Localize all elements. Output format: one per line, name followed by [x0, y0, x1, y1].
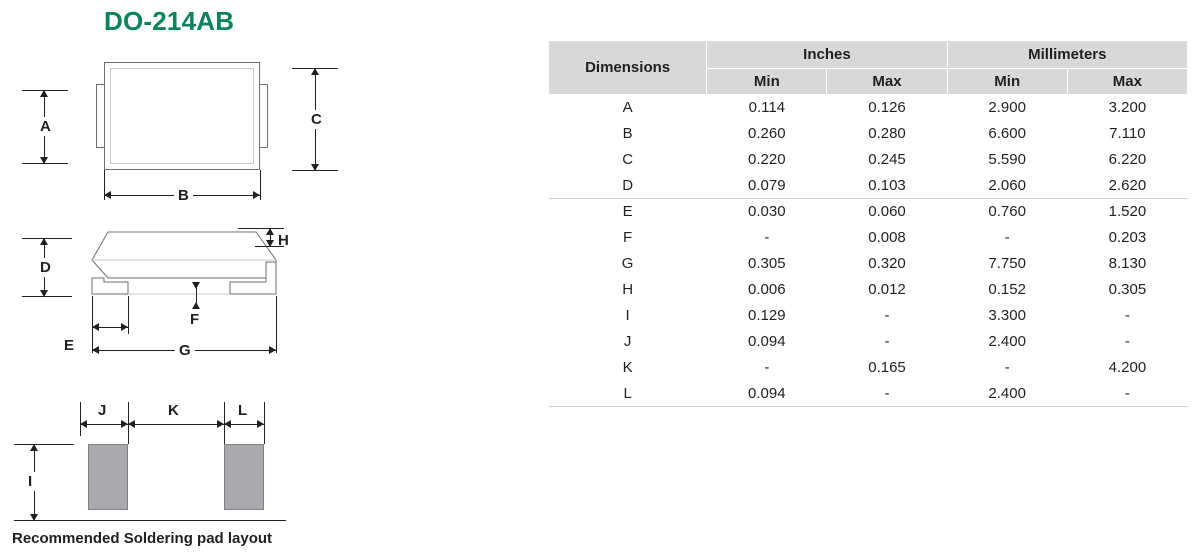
dim-i-ext-top: [14, 444, 74, 445]
dim-e-arrow-right: [121, 323, 128, 331]
cell-inches-max: 0.012: [868, 281, 906, 298]
dim-i-arrow-down: [30, 514, 38, 521]
cell-dimension: G: [621, 255, 634, 272]
cell-inches-max: 0.060: [868, 203, 906, 221]
dim-g-arrow-right: [269, 346, 276, 354]
cell-mm-max: 2.620: [1067, 173, 1187, 199]
cell-mm-min: 6.600: [988, 125, 1026, 142]
side-view-body: [80, 222, 300, 312]
header-mm-min: Min: [947, 69, 1067, 95]
dim-k-arrow-left: [128, 420, 135, 428]
header-inches-max: Max: [827, 69, 947, 95]
cell-inches-max: 0.008: [868, 229, 906, 246]
cell-inches-max: 0.103: [827, 173, 947, 199]
cell-inches-min: 0.030: [748, 203, 786, 221]
dim-h-ext-top: [238, 228, 284, 229]
cell-mm-max: 4.200: [1108, 359, 1147, 376]
cell-inches-max: 0.245: [868, 151, 906, 168]
cell-inches-min: 0.220: [748, 151, 786, 168]
header-dimensions: Dimensions: [549, 41, 707, 95]
dimensions-table-wrap: [548, 40, 1188, 407]
dim-label-d: D: [37, 258, 54, 277]
dim-label-j: J: [98, 402, 107, 419]
dim-b-arrow-right: [253, 191, 260, 199]
solder-pad-right: [224, 444, 264, 510]
table-row: [549, 173, 1188, 199]
cell-mm-min: 2.400: [988, 333, 1026, 350]
dim-a-arrow-up: [40, 90, 48, 97]
dim-g-arrow-left: [92, 346, 99, 354]
dim-a-arrow-down: [40, 157, 48, 164]
table-row: [549, 329, 1188, 355]
cell-inches-min: 0.079: [707, 173, 827, 199]
cell-dimension: A: [549, 95, 707, 121]
header-mm-max: Max: [1067, 69, 1187, 95]
cell-inches-min: -: [764, 229, 770, 246]
top-view-left-terminal: [96, 84, 105, 148]
cell-inches-min: 0.260: [748, 125, 786, 142]
cell-inches-max: -: [884, 307, 890, 324]
table-row: [549, 381, 1188, 407]
dim-l-arrow-right: [257, 420, 264, 428]
dim-c-arrow-up: [311, 68, 319, 75]
cell-inches-max: 0.165: [868, 359, 906, 376]
dim-label-a: A: [37, 117, 54, 136]
cell-inches-min: -: [764, 359, 770, 376]
table-row: [549, 355, 1188, 381]
dim-e-ext-right: [128, 296, 129, 334]
cell-inches-max: 0.320: [868, 255, 906, 272]
cell-mm-max: -: [1124, 333, 1130, 350]
dim-f-arrow-down: [192, 282, 200, 289]
dim-label-i: I: [25, 472, 35, 491]
dim-label-f: F: [190, 311, 200, 328]
soldering-pad-caption: Recommended Soldering pad layout: [12, 530, 273, 547]
dim-e-arrow-left: [92, 323, 99, 331]
cell-dimension: C: [622, 151, 634, 168]
header-inches-min: Min: [707, 69, 827, 95]
cell-mm-min: 3.300: [988, 307, 1026, 324]
dim-k-arrow-right: [217, 420, 224, 428]
dim-j-arrow-right: [121, 420, 128, 428]
cell-mm-min: -: [1004, 359, 1010, 376]
dim-label-h: H: [278, 232, 289, 249]
cell-mm-max: 0.203: [1108, 229, 1147, 246]
cell-inches-min: 0.094: [748, 333, 786, 350]
table-row: [549, 199, 1188, 225]
cell-mm-max: 6.220: [1108, 151, 1147, 168]
cell-dimension: J: [623, 333, 632, 350]
table-row: [549, 225, 1188, 251]
dim-f-arrow-up: [192, 302, 200, 309]
table-row: [549, 277, 1188, 303]
dim-l-ext-right: [264, 402, 265, 444]
cell-mm-min: 2.060: [947, 173, 1067, 199]
cell-dimension: E: [622, 203, 633, 221]
cell-mm-min: 5.590: [988, 151, 1026, 168]
cell-dimension: K: [622, 359, 633, 376]
cell-mm-max: 7.110: [1109, 125, 1146, 142]
cell-dimension: L: [549, 381, 707, 407]
cell-mm-max: 8.130: [1108, 255, 1147, 272]
cell-mm-max: -: [1067, 381, 1187, 407]
cell-mm-max: 0.305: [1108, 281, 1147, 298]
cell-inches-min: 0.305: [748, 255, 786, 272]
dim-label-k: K: [168, 402, 179, 419]
dim-b-arrow-left: [104, 191, 111, 199]
cell-inches-max: -: [884, 333, 890, 350]
solder-pad-left: [88, 444, 128, 510]
table-row: [549, 303, 1188, 329]
cell-inches-min: 0.006: [748, 281, 786, 298]
header-inches: Inches: [707, 41, 947, 69]
dim-i-ext-bottom: [14, 520, 286, 521]
cell-inches-min: 0.129: [748, 307, 786, 324]
cell-mm-min: -: [1004, 229, 1010, 246]
dim-g-ext-right: [276, 296, 277, 353]
dim-j-ext-left: [80, 402, 81, 436]
cell-mm-min: 0.152: [988, 281, 1026, 298]
cell-inches-min: 0.094: [707, 381, 827, 407]
dim-label-l: L: [238, 402, 248, 419]
cell-mm-max: 3.200: [1067, 95, 1187, 121]
cell-mm-min: 0.760: [988, 203, 1026, 221]
cell-mm-max: -: [1124, 307, 1130, 324]
cell-dimension: B: [622, 125, 633, 142]
cell-mm-max: 1.520: [1108, 203, 1147, 221]
cell-dimension: H: [622, 281, 634, 298]
top-view-inner-outline: [110, 68, 254, 164]
cell-dimension: I: [625, 307, 630, 324]
table-row: [549, 147, 1188, 173]
cell-inches-max: 0.126: [827, 95, 947, 121]
dim-k-line: [128, 424, 224, 425]
dim-i-arrow-up: [30, 444, 38, 451]
cell-inches-min: 0.114: [707, 95, 827, 121]
cell-mm-min: 2.400: [947, 381, 1067, 407]
cell-inches-max: -: [827, 381, 947, 407]
table-header-row-1: [549, 41, 1188, 69]
table-row: [549, 251, 1188, 277]
table-body: [549, 95, 1188, 407]
table-row: [549, 121, 1188, 147]
dim-d-arrow-down: [40, 290, 48, 297]
dim-label-g: G: [175, 341, 195, 360]
dim-label-c: C: [308, 110, 325, 129]
cell-mm-min: 7.750: [988, 255, 1026, 272]
table-row: [549, 95, 1188, 121]
dim-label-b: B: [174, 186, 193, 205]
dim-h-arrow-up: [266, 228, 274, 235]
cell-inches-max: 0.280: [868, 125, 906, 142]
dimensions-table: [548, 40, 1188, 407]
drawing-panel: [0, 0, 540, 559]
cell-mm-min: 2.900: [947, 95, 1067, 121]
page-title: DO-214AB: [104, 6, 235, 36]
dim-d-arrow-up: [40, 238, 48, 245]
cell-dimension: D: [549, 173, 707, 199]
dim-c-arrow-down: [311, 164, 319, 171]
dim-l-arrow-left: [224, 420, 231, 428]
dim-h-arrow-down: [266, 240, 274, 247]
dim-j-arrow-left: [80, 420, 87, 428]
dim-b-ext-right: [260, 170, 261, 200]
dim-label-e: E: [64, 337, 75, 354]
cell-dimension: F: [623, 229, 633, 246]
top-view-right-terminal: [259, 84, 268, 148]
header-millimeters: Millimeters: [947, 41, 1187, 69]
